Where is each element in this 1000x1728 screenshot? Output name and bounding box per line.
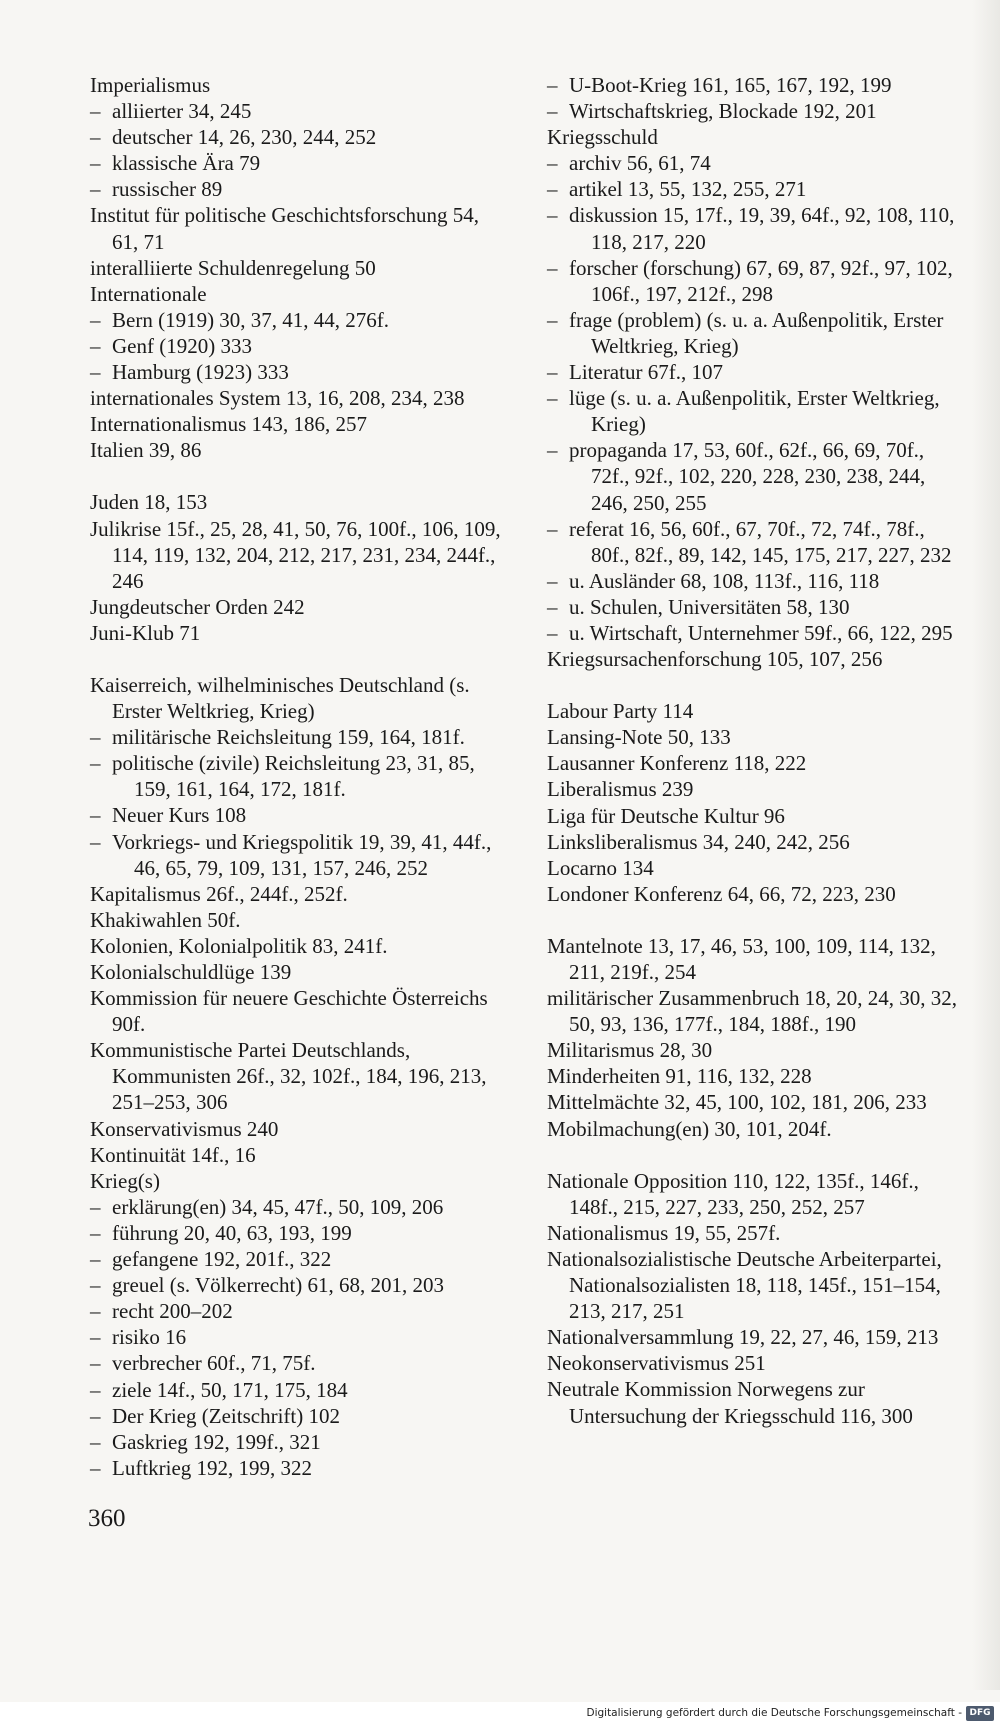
index-subentry (90, 829, 510, 881)
subentry-text: führung 20, 40, 63, 193, 199 (112, 1220, 352, 1245)
subentry-dash: – (547, 360, 558, 385)
index-subentry (90, 150, 510, 176)
subentry-dash: – (547, 594, 558, 619)
subentry-dash: – (90, 725, 101, 750)
index-entry: Kriegsschuld (547, 125, 658, 150)
index-subentry (547, 150, 967, 176)
index-subentry (547, 255, 967, 307)
page-number: 360 (88, 1505, 126, 1532)
subentry-text: gefangene 192, 201f., 322 (112, 1247, 332, 1272)
index-subentry (547, 202, 967, 254)
subentry-dash: – (547, 203, 558, 228)
index-entry: Konservativismus 240 (90, 1116, 279, 1141)
subentry-text: Wirtschaftskrieg, Blockade 192, 201 (569, 99, 877, 124)
index-subentry (90, 1403, 510, 1429)
index-column-left (90, 72, 510, 1481)
index-entry: Khakiwahlen 50f. (90, 907, 241, 932)
index-subentry (90, 1455, 510, 1481)
index-entry: Julikrise 15f., 25, 28, 41, 50, 76, 100f., 106, 109, 114, 119, 132, 204, 212, 217, 231, 234, 244f., 246 (90, 516, 501, 593)
subentry-dash: – (547, 255, 558, 280)
index-subentry (90, 724, 510, 750)
index-subentry (90, 1272, 510, 1298)
index-column-right (547, 72, 967, 1429)
index-subentry (547, 385, 967, 437)
subentry-text: verbrecher 60f., 71, 75f. (112, 1351, 316, 1376)
index-entry: Liberalismus 239 (547, 777, 694, 802)
index-subentry (90, 750, 510, 802)
entry-group-gap (547, 907, 967, 933)
index-subentry (90, 1377, 510, 1403)
index-subentry (90, 98, 510, 124)
entry-group-gap (547, 1142, 967, 1168)
subentry-text: forscher (forschung) 67, 69, 87, 92f., 97, 102, 106f., 197, 212f., 298 (569, 255, 953, 306)
entry-group-gap (547, 672, 967, 698)
subentry-text: u. Ausländer 68, 108, 113f., 116, 118 (569, 568, 880, 593)
subentry-text: archiv 56, 61, 74 (569, 151, 711, 176)
subentry-dash: – (90, 151, 101, 176)
subentry-text: referat 16, 56, 60f., 67, 70f., 72, 74f., 78f., 80f., 82f., 89, 142, 145, 175, 217, 227, 232 (569, 516, 952, 567)
index-entry: Militarismus 28, 30 (547, 1038, 713, 1063)
subentry-text: artikel 13, 55, 132, 255, 271 (569, 177, 807, 202)
subentry-text: propaganda 17, 53, 60f., 62f., 66, 69, 70f., 72f., 92f., 102, 220, 228, 230, 238, 244, 246, 250, 255 (569, 438, 926, 515)
subentry-dash: – (90, 1273, 101, 1298)
index-entry: Londoner Konferenz 64, 66, 72, 223, 230 (547, 881, 896, 906)
index-entry: Kommunistische Partei Deutschlands, Kommunisten 26f., 32, 102f., 184, 196, 213, 251–253, 306 (90, 1038, 487, 1115)
subentry-dash: – (90, 1220, 101, 1245)
index-entry: Neutrale Kommission Norwegens zur Untersuchung der Kriegsschuld 116, 300 (547, 1377, 913, 1428)
subentry-text: Neuer Kurs 108 (112, 803, 247, 828)
index-subentry (547, 620, 967, 646)
index-entry: Lausanner Konferenz 118, 222 (547, 751, 807, 776)
subentry-dash: – (547, 99, 558, 124)
index-entry: Neokonservativismus 251 (547, 1351, 766, 1376)
index-subentry (90, 333, 510, 359)
digitization-footer (0, 1702, 1000, 1728)
subentry-text: U-Boot-Krieg 161, 165, 167, 192, 199 (569, 73, 892, 97)
index-entry: Kriegsursachenforschung 105, 107, 256 (547, 647, 883, 672)
index-subentry (90, 1194, 510, 1220)
index-entry: Nationalsozialistische Deutsche Arbeiterpartei, Nationalsozialisten 18, 118, 145f., 151–154, 213, 217, 251 (547, 1246, 942, 1324)
subentry-text: politische (zivile) Reichsleitung 23, 31, 85, 159, 161, 164, 172, 181f. (112, 751, 475, 802)
subentry-dash: – (547, 307, 558, 332)
subentry-text: greuel (s. Völkerrecht) 61, 68, 201, 203 (112, 1273, 445, 1298)
subentry-dash: – (90, 1377, 101, 1402)
index-entry: Mantelnote 13, 17, 46, 53, 100, 109, 114, 132, 211, 219f., 254 (547, 933, 936, 984)
subentry-text: u. Schulen, Universitäten 58, 130 (569, 594, 850, 619)
index-entry: Nationalversammlung 19, 22, 27, 46, 159, 213 (547, 1325, 939, 1350)
index-subentry (90, 176, 510, 202)
index-entry: Krieg(s) (90, 1168, 160, 1193)
subentry-dash: – (90, 125, 101, 150)
index-subentry (90, 359, 510, 385)
index-subentry (90, 1246, 510, 1272)
index-subentry (90, 1220, 510, 1246)
index-subentry (547, 98, 967, 124)
subentry-text: Literatur 67f., 107 (569, 360, 723, 385)
entry-group-gap (90, 463, 510, 489)
subentry-text: recht 200–202 (112, 1299, 233, 1324)
index-subentry (547, 437, 967, 515)
index-entry: interalliierte Schuldenregelung 50 (90, 255, 376, 280)
index-subentry (90, 307, 510, 333)
subentry-text: Der Krieg (Zeitschrift) 102 (112, 1403, 340, 1428)
subentry-text: russischer 89 (112, 177, 223, 202)
index-entry: Jungdeutscher Orden 242 (90, 594, 305, 619)
index-subentry (547, 307, 967, 359)
subentry-text: lüge (s. u. a. Außenpolitik, Erster Weltkrieg, Krieg) (569, 386, 940, 437)
index-entry: Kaiserreich, wilhelminisches Deutschland (s. Erster Weltkrieg, Krieg) (90, 672, 470, 724)
index-entry: Liga für Deutsche Kultur 96 (547, 803, 785, 828)
subentry-dash: – (90, 829, 101, 854)
subentry-dash: – (90, 333, 101, 358)
subentry-text: risiko 16 (112, 1325, 187, 1350)
index-entry: Italien 39, 86 (90, 438, 202, 463)
subentry-text: Luftkrieg 192, 199, 322 (112, 1455, 313, 1480)
index-subentry (90, 1324, 510, 1350)
index-entry: Kontinuität 14f., 16 (90, 1142, 256, 1167)
subentry-dash: – (90, 307, 101, 332)
index-entry: Lansing-Note 50, 133 (547, 725, 731, 750)
subentry-text: frage (problem) (s. u. a. Außenpolitik, Erster Weltkrieg, Krieg) (569, 307, 944, 358)
subentry-dash: – (547, 151, 558, 176)
index-entry: internationales System 13, 16, 208, 234, 238 (90, 386, 465, 411)
index-entry: Locarno 134 (547, 855, 654, 880)
index-subentry (547, 516, 967, 568)
subentry-dash: – (90, 360, 101, 385)
subentry-dash: – (90, 1455, 101, 1480)
subentry-text: klassische Ära 79 (112, 151, 261, 176)
index-entry: Nationalismus 19, 55, 257f. (547, 1220, 781, 1245)
index-subentry (90, 802, 510, 828)
index-subentry (90, 1350, 510, 1376)
subentry-dash: – (90, 1247, 101, 1272)
subentry-dash: – (90, 803, 101, 828)
subentry-dash: – (90, 1351, 101, 1376)
index-entry: Internationalismus 143, 186, 257 (90, 412, 368, 437)
subentry-dash: – (547, 386, 558, 411)
subentry-dash: – (547, 568, 558, 593)
subentry-dash: – (547, 177, 558, 202)
index-entry: Minderheiten 91, 116, 132, 228 (547, 1064, 812, 1089)
subentry-text: ziele 14f., 50, 171, 175, 184 (112, 1377, 348, 1402)
index-subentry (547, 359, 967, 385)
subentry-dash: – (90, 1194, 101, 1219)
subentry-text: Hamburg (1923) 333 (112, 360, 289, 385)
index-subentry (547, 568, 967, 594)
subentry-dash: – (547, 73, 558, 97)
subentry-dash: – (90, 99, 101, 124)
index-subentry (547, 176, 967, 202)
subentry-dash: – (547, 620, 558, 645)
subentry-dash: – (90, 1403, 101, 1428)
index-entry: Internationale (90, 281, 207, 306)
subentry-text: u. Wirtschaft, Unternehmer 59f., 66, 122, 295 (569, 620, 953, 645)
index-entry: Mobilmachung(en) 30, 101, 204f. (547, 1116, 832, 1141)
subentry-dash: – (90, 1429, 101, 1454)
index-subentry (547, 594, 967, 620)
footer-credit-text: Digitalisierung gefördert durch die Deutsche Forschungsgemeinschaft - (586, 1707, 962, 1719)
dfg-logo: DFG (966, 1706, 994, 1721)
index-entry: Juden 18, 153 (90, 490, 208, 515)
index-entry: Kommission für neuere Geschichte Österreichs 90f. (90, 986, 488, 1037)
page-edge-shading (972, 0, 1000, 1690)
subentry-dash: – (90, 1299, 101, 1324)
index-entry: militärischer Zusammenbruch 18, 20, 24, 30, 32, 50, 93, 136, 177f., 184, 188f., 190 (547, 986, 958, 1037)
index-entry: Juni-Klub 71 (90, 620, 201, 645)
subentry-text: Gaskrieg 192, 199f., 321 (112, 1429, 321, 1454)
subentry-dash: – (90, 1325, 101, 1350)
subentry-text: erklärung(en) 34, 45, 47f., 50, 109, 206 (112, 1194, 444, 1219)
subentry-dash: – (90, 751, 101, 776)
subentry-text: alliierter 34, 245 (112, 99, 252, 124)
subentry-text: Bern (1919) 30, 37, 41, 44, 276f. (112, 307, 390, 332)
subentry-text: Genf (1920) 333 (112, 333, 252, 358)
index-entry: Mittelmächte 32, 45, 100, 102, 181, 206, 233 (547, 1090, 927, 1115)
subentry-dash: – (90, 177, 101, 202)
entry-group-gap (90, 646, 510, 672)
index-subentry (90, 1429, 510, 1455)
subentry-text: deutscher 14, 26, 230, 244, 252 (112, 125, 377, 150)
index-subentry (90, 1298, 510, 1324)
subentry-dash: – (547, 516, 558, 541)
index-entry: Linksliberalismus 34, 240, 242, 256 (547, 829, 850, 854)
index-entry: Nationale Opposition 110, 122, 135f., 146f., 148f., 215, 227, 233, 250, 252, 257 (547, 1168, 919, 1219)
index-entry: Institut für politische Geschichtsforschung 54, 61, 71 (90, 203, 480, 254)
subentry-text: militärische Reichsleitung 159, 164, 181f. (112, 725, 465, 750)
index-entry: Labour Party 114 (547, 699, 694, 724)
index-subentry (90, 124, 510, 150)
index-entry: Kolonien, Kolonialpolitik 83, 241f. (90, 933, 388, 958)
index-entry: Kapitalismus 26f., 244f., 252f. (90, 881, 348, 906)
index-subentry (547, 72, 967, 98)
subentry-text: diskussion 15, 17f., 19, 39, 64f., 92, 108, 110, 118, 217, 220 (569, 203, 955, 254)
index-entry: Kolonialschuldlüge 139 (90, 960, 292, 984)
subentry-dash: – (547, 438, 558, 463)
index-entry: Imperialismus (90, 73, 211, 97)
subentry-text: Vorkriegs- und Kriegspolitik 19, 39, 41, 44f., 46, 65, 79, 109, 131, 157, 246, 252 (112, 829, 492, 880)
